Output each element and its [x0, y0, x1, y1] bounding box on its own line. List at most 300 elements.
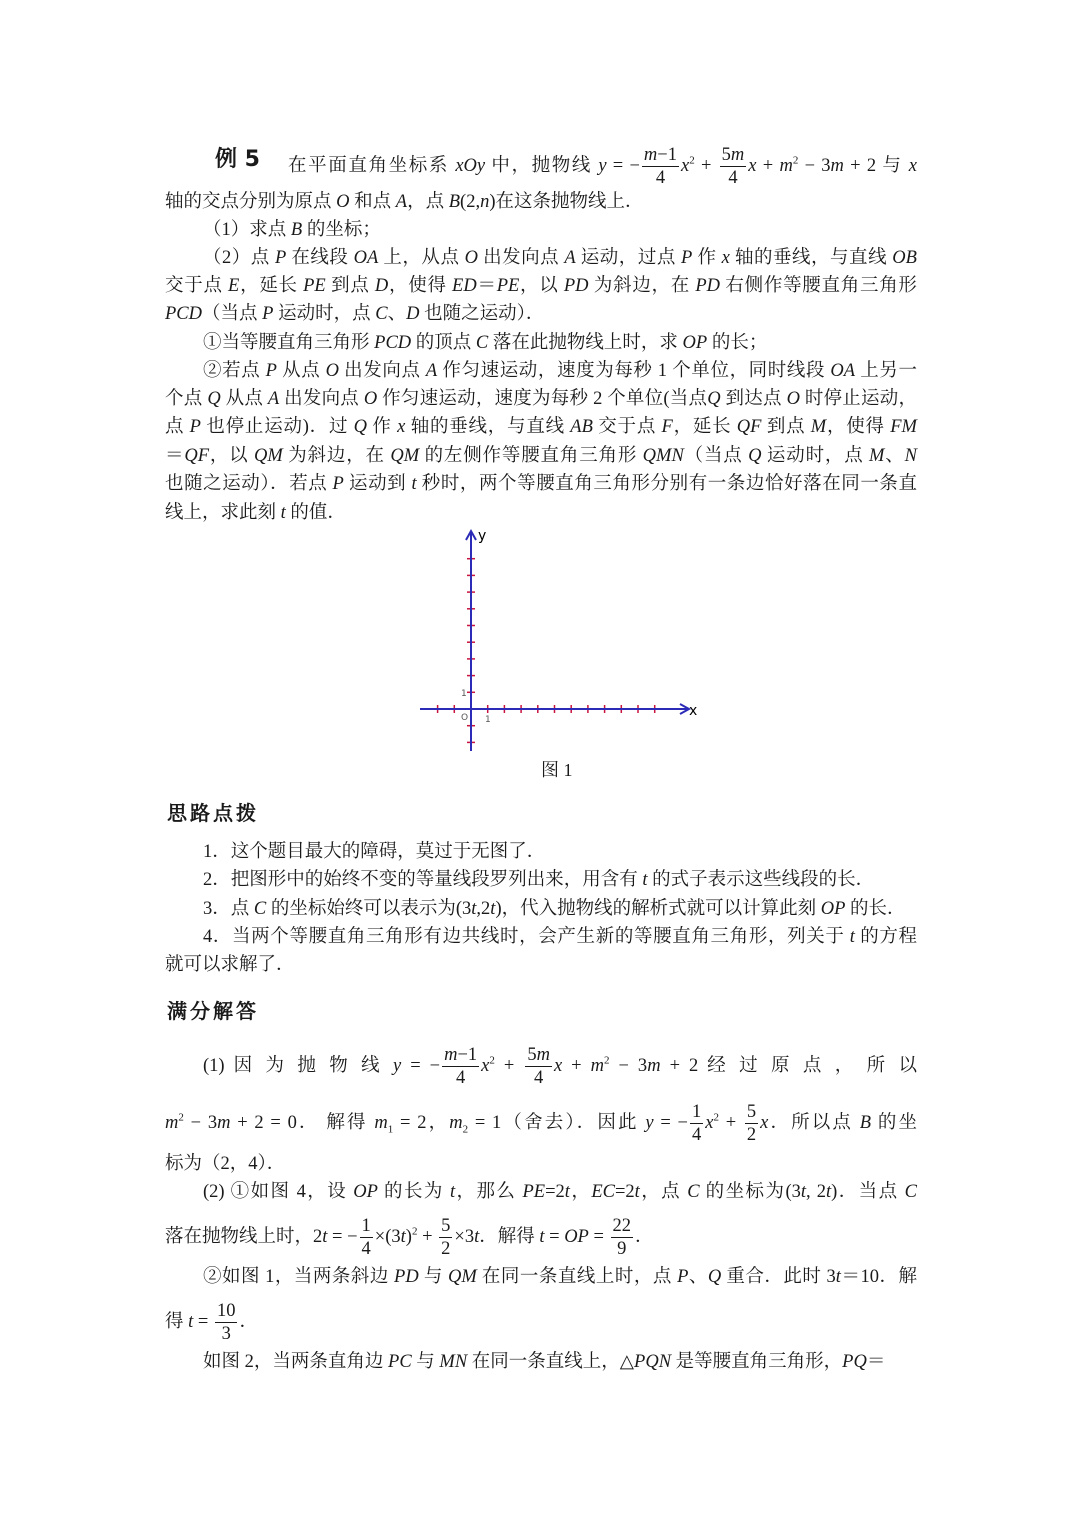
math-variable: B [448, 192, 461, 212]
text-run: 与 [411, 1352, 440, 1372]
text-run: （1）求点 [203, 220, 291, 240]
math-variable: QM [447, 1267, 477, 1287]
math-variable: m [830, 155, 844, 176]
math-variable: t [280, 503, 286, 523]
fraction [745, 1101, 758, 1146]
text-run: 运动，过点 [575, 248, 681, 268]
text-run: 到达点 [720, 389, 787, 409]
text-run: , 2 [806, 1182, 826, 1202]
text-run: ，点 [639, 1182, 688, 1202]
math-variable: PCD [165, 304, 202, 324]
math-variable: P [262, 304, 274, 324]
text-run: 作匀速运动，速度为每秒 1 个单位，同时线段 [437, 361, 831, 381]
text-run: 在同一条直线上，△ [467, 1352, 635, 1372]
text-run: + [694, 155, 718, 176]
text-run: 中，抛物线 [485, 155, 599, 176]
math-variable: A [395, 192, 408, 212]
math-variable: Q [707, 1267, 722, 1287]
text-run: 、 [688, 1267, 708, 1287]
text-run: 出发向点 [279, 389, 364, 409]
math-variable: t [474, 1226, 480, 1247]
text-line [165, 951, 917, 979]
text-run: = − [327, 1226, 358, 1247]
math-variable: N [904, 446, 917, 466]
math-variable: PD [563, 276, 589, 296]
text-run: + [562, 1055, 591, 1076]
text-run: 也随之运动）．若点 [165, 474, 333, 494]
text-line [203, 1263, 917, 1291]
math-variable: QF [184, 446, 210, 466]
text-line [165, 188, 917, 216]
text-run: 右侧作等腰直角三角形 [720, 276, 917, 296]
text-line [203, 244, 917, 272]
math-variable: PE [522, 1182, 546, 1202]
text-run: ． [239, 1311, 258, 1332]
math-variable: A [267, 389, 280, 409]
math-variable: PD [394, 1267, 419, 1287]
math-variable: C [253, 899, 267, 919]
text-run: ，延长 [239, 276, 304, 296]
math-variable: C [904, 1182, 917, 1202]
math-variable: t [188, 1311, 194, 1332]
text-run: ＝ [165, 446, 185, 466]
text-run: 和点 [349, 192, 396, 212]
math-variable: x [705, 1112, 714, 1133]
text-run: 在线段 [286, 248, 354, 268]
math-variable: t [835, 1267, 841, 1287]
solution-heading: 满分解答 [167, 999, 259, 1023]
text-run: 出发向点 [338, 361, 426, 381]
fraction [642, 144, 679, 189]
fraction-denominator [220, 1323, 233, 1345]
text-run: 4 [655, 168, 666, 188]
text-run: 的坐标始终可以表示为(3 [266, 899, 472, 919]
text-run: 2．把图形中的始终不变的等量线段罗列出来，用含有 [203, 870, 643, 890]
text-run: 2 [441, 1239, 451, 1259]
math-variable: QM [390, 446, 420, 466]
text-line [203, 1178, 917, 1206]
text-run: 4 [691, 1125, 702, 1145]
text-run: 线上，求此刻 [165, 503, 281, 523]
math-variable: C [687, 1182, 700, 1202]
text-run: + [756, 155, 780, 176]
text-run: 4 [361, 1239, 371, 1259]
text-run: 到点 [325, 276, 375, 296]
math-variable: FM [890, 417, 917, 437]
text-line [165, 442, 917, 470]
math-variable: OP [820, 899, 846, 919]
math-variable: D [374, 276, 389, 296]
text-run: = [193, 1311, 213, 1332]
fraction [720, 144, 747, 189]
text-line [203, 357, 917, 385]
text-run: 得 [165, 1311, 189, 1332]
text-run: 5 [746, 1102, 757, 1122]
math-variable: t [400, 1226, 406, 1247]
math-variable: m [449, 1112, 463, 1133]
math-variable: PQ [842, 1352, 867, 1372]
math-variable: t [564, 1182, 570, 1202]
superscript: 2 [603, 1054, 610, 1067]
math-variable: OB [892, 248, 917, 268]
text-run: 从点 [220, 389, 268, 409]
text-run: ． [635, 1226, 654, 1247]
fraction-numerator [525, 1044, 552, 1067]
text-run: + 2 = 0． 解得 [230, 1112, 375, 1133]
math-variable: P [332, 474, 344, 494]
fraction [215, 1300, 238, 1345]
text-run: 落在此抛物线上时，求 [488, 333, 683, 353]
text-run: 如图 2，当两条直角边 [203, 1352, 389, 1372]
text-run: ＝ [476, 276, 497, 296]
fraction-numerator [642, 144, 679, 167]
text-run: = 1（舍去）．因此 [468, 1112, 646, 1133]
text-run: 也停止运动)．过 [200, 417, 354, 437]
math-variable: x [721, 248, 730, 268]
math-variable: t [322, 1226, 328, 1247]
math-variable: O [363, 389, 378, 409]
math-variable: B [859, 1112, 872, 1133]
fraction [442, 1044, 479, 1089]
text-line [165, 300, 917, 328]
math-variable: O [786, 389, 800, 409]
math-variable: O [325, 361, 339, 381]
text-run: 与 [418, 1267, 448, 1287]
math-variable: t [539, 1226, 545, 1247]
text-run: + [718, 1112, 743, 1133]
math-variable: m [779, 155, 793, 176]
math-variable: t [800, 1182, 806, 1202]
math-variable: m [536, 1045, 550, 1065]
text-run: 交于点 [592, 417, 662, 437]
text-run: ，使得 [826, 417, 891, 437]
fraction-numerator [442, 1044, 479, 1067]
math-variable: y [392, 1055, 402, 1076]
math-variable: n [480, 192, 490, 212]
math-variable: t [634, 1182, 640, 1202]
math-variable: OA [353, 248, 379, 268]
text-run: 的坐标； [302, 220, 381, 240]
text-run: 4 [728, 168, 738, 188]
text-run: 3 [221, 1324, 231, 1344]
math-variable: OA [830, 361, 856, 381]
text-run: 的坐 [871, 1112, 917, 1133]
fraction-numerator [215, 1300, 238, 1323]
math-variable: ED [452, 276, 477, 296]
text-run: 是等腰直角三角形， [671, 1352, 843, 1372]
fraction-denominator [615, 1238, 628, 1260]
text-run: 5 [721, 145, 731, 165]
math-variable: x [481, 1055, 490, 1076]
text-run: ②如图 1，当两条斜边 [203, 1267, 395, 1287]
math-variable: t [411, 474, 417, 494]
text-run: ，延长 [672, 417, 737, 437]
text-run: （当点 [683, 446, 749, 466]
text-run: 1．这个题目最大的障碍，莫过于无图了． [203, 842, 546, 862]
text-run: 在平面直角坐标系 [288, 155, 456, 176]
superscript: 2 [411, 1225, 418, 1238]
math-variable: x [680, 155, 690, 176]
text-run: 运动时，点 [273, 304, 376, 324]
coordinate-figure [410, 520, 710, 760]
fraction-denominator [654, 167, 667, 189]
text-run: + 2 经 过 原 点 ， 所 以 [660, 1055, 918, 1076]
y-axis-label: y [478, 528, 487, 544]
text-line [165, 413, 917, 441]
text-run: 的长为 [377, 1182, 450, 1202]
text-run: − 3 [609, 1055, 648, 1076]
fraction-numerator [690, 1101, 703, 1124]
text-run: = 2， [393, 1112, 450, 1133]
fraction [525, 1044, 552, 1089]
text-run: 、 [387, 304, 407, 324]
text-run: = [544, 1226, 565, 1247]
text-run: 标为（2，4）． [165, 1154, 286, 1174]
math-variable: x [397, 417, 406, 437]
math-variable: PQN [634, 1352, 672, 1372]
text-run: ， [569, 1182, 592, 1202]
math-variable: m [217, 1112, 231, 1133]
text-run: 落在抛物线上时，2 [165, 1226, 323, 1247]
text-run: )，代入抛物线的解析式就可以计算此刻 [495, 899, 821, 919]
math-variable: OP [564, 1226, 589, 1247]
math-variable: OP [353, 1182, 378, 1202]
fraction-denominator [690, 1124, 703, 1146]
text-run: 作 [367, 417, 398, 437]
text-run: 为斜边，在 [588, 276, 696, 296]
math-variable: P [189, 417, 201, 437]
text-run: 从点 [276, 361, 326, 381]
text-line [203, 1348, 917, 1376]
example-label: 例 5 [215, 147, 260, 172]
math-variable: M [869, 446, 885, 466]
fraction [439, 1215, 452, 1260]
math-variable: AB [570, 417, 593, 437]
fraction [690, 1101, 703, 1146]
math-variable: PC [388, 1352, 412, 1372]
text-run: 上另一 [855, 361, 917, 381]
math-variable: M [810, 417, 827, 437]
math-variable: QF [736, 417, 762, 437]
text-line [203, 895, 917, 923]
text-run: 5 [527, 1045, 537, 1065]
text-run: −1 [657, 145, 677, 165]
subscript: 2 [462, 1123, 469, 1136]
text-run: ②若点 [203, 361, 266, 381]
math-variable: t [471, 899, 477, 919]
math-variable: EC [591, 1182, 615, 1202]
math-variable: MN [439, 1352, 468, 1372]
math-variable: x [553, 1055, 563, 1076]
text-run: 在同一条直线上时，点 [476, 1267, 678, 1287]
math-variable: P [681, 248, 693, 268]
math-variable: Q [207, 389, 221, 409]
text-run: ．解得 [479, 1226, 540, 1247]
text-line [165, 272, 917, 300]
text-run: ) [405, 1226, 412, 1247]
text-run: 秒时，两个等腰直角三角形分别有一条边恰好落在同一条直 [416, 474, 917, 494]
text-line [288, 144, 917, 189]
math-variable: D [406, 304, 420, 324]
math-variable: t [825, 1182, 832, 1202]
text-run: (2) ①如图 4，设 [203, 1182, 354, 1202]
math-variable: E [228, 276, 240, 296]
text-run: )．当点 [831, 1182, 905, 1202]
text-run: 的左侧作等腰直角三角形 [419, 446, 643, 466]
text-run: 运动到 [343, 474, 412, 494]
text-run: −1 [457, 1045, 478, 1065]
math-variable: QMN [642, 446, 684, 466]
math-variable: m [647, 1055, 661, 1076]
math-variable: C [475, 333, 489, 353]
text-line [165, 1101, 917, 1146]
origin-label: O [461, 713, 469, 723]
text-run: (1) 因 为 抛 物 线 [203, 1055, 393, 1076]
superscript: 2 [489, 1054, 495, 1067]
text-run: 出发向点 [477, 248, 565, 268]
text-run: 点 [165, 417, 190, 437]
math-variable: x [748, 155, 757, 176]
math-variable: t [642, 870, 648, 890]
fraction-numerator [611, 1215, 634, 1238]
figure-caption: 图 1 [541, 760, 573, 780]
text-line [203, 838, 917, 866]
text-run: 轴的垂线，与直线 [405, 417, 571, 437]
text-run: =2 [614, 1182, 635, 1202]
fraction-denominator [532, 1067, 545, 1089]
x-unit-label: 1 [485, 715, 491, 725]
math-variable: xOy [455, 155, 486, 176]
text-run: 的式子表示这些线段的长． [647, 870, 875, 890]
text-run: 上，从点 [378, 248, 465, 268]
text-run: )在这条抛物线上． [489, 192, 644, 212]
text-line [165, 1150, 917, 1178]
math-variable: Q [707, 389, 721, 409]
text-run: ①当等腰直角三角形 [203, 333, 375, 353]
fraction-numerator [720, 144, 747, 167]
math-variable: m [165, 1112, 179, 1133]
text-run: 4 [534, 1068, 544, 1088]
math-variable: PD [695, 276, 721, 296]
text-line [165, 470, 917, 498]
text-run: 、 [884, 446, 905, 466]
text-line [203, 216, 917, 244]
math-variable: x [908, 155, 917, 176]
math-variable: OP [682, 333, 708, 353]
text-run: 运动时，点 [761, 446, 870, 466]
subscript: 1 [387, 1123, 394, 1136]
math-variable: F [661, 417, 673, 437]
math-variable: Q [353, 417, 367, 437]
text-run: ×(3 [374, 1226, 401, 1247]
math-variable: A [564, 248, 576, 268]
text-run: 个点 [165, 389, 208, 409]
fraction-denominator [745, 1124, 758, 1146]
y-unit-label: 1 [461, 689, 467, 699]
text-run: + 2 与 [843, 155, 909, 176]
text-run: 就可以求解了． [165, 955, 295, 975]
math-variable: m [374, 1112, 388, 1133]
text-run: 1 [361, 1216, 371, 1236]
text-run: ＝ [866, 1352, 886, 1372]
text-run: 9 [617, 1239, 627, 1259]
text-run: 时停止运动， [799, 389, 917, 409]
text-run: = [588, 1226, 609, 1247]
text-run: ＝10．解 [840, 1267, 917, 1287]
text-run: 10 [216, 1301, 236, 1321]
text-line [165, 385, 917, 413]
text-run: ,2 [476, 899, 491, 919]
fraction [611, 1215, 634, 1260]
text-run: = − [401, 1055, 441, 1076]
fraction-denominator [360, 1238, 373, 1260]
fraction-numerator [745, 1101, 758, 1124]
superscript: 2 [689, 154, 695, 167]
text-run: 的坐标为(3 [699, 1182, 801, 1202]
text-line [203, 329, 917, 357]
text-run: = − [606, 155, 640, 176]
text-run: （当点 [202, 304, 263, 324]
math-variable: PE [496, 276, 520, 296]
fraction-denominator [726, 167, 739, 189]
math-variable: y [598, 155, 607, 176]
text-run: 22 [612, 1216, 632, 1236]
math-variable: O [336, 192, 350, 212]
text-run: 的长． [845, 899, 906, 919]
text-run: 轴的垂线，与直线 [729, 248, 893, 268]
fraction-denominator [454, 1067, 467, 1089]
superscript: 2 [713, 1111, 719, 1124]
text-run: 的长； [707, 333, 768, 353]
text-run: ，以 [519, 276, 564, 296]
text-line [203, 866, 917, 894]
text-run: ，使得 [388, 276, 453, 296]
text-run: 轴的交点分别为原点 [165, 192, 337, 212]
text-run: − 3 [183, 1112, 218, 1133]
text-run: (2, [460, 192, 481, 212]
text-run: 的方程 [854, 927, 917, 947]
math-variable: C [375, 304, 388, 324]
math-variable: t [449, 1182, 456, 1202]
text-run: + [494, 1055, 524, 1076]
text-run: （2）点 [203, 248, 275, 268]
fraction [360, 1215, 373, 1260]
text-run: 4 [455, 1068, 466, 1088]
math-variable: P [677, 1267, 689, 1287]
text-run: 也随之运动）． [419, 304, 545, 324]
text-run: ×3 [454, 1226, 475, 1247]
text-run: 3．点 [203, 899, 254, 919]
text-line [203, 923, 917, 951]
math-variable: m [444, 1045, 458, 1065]
superscript: 2 [792, 154, 799, 167]
text-run: ．所以点 [768, 1112, 860, 1133]
text-line [203, 1044, 917, 1089]
text-run: 5 [441, 1216, 451, 1236]
text-line [165, 1300, 917, 1345]
text-run: 交于点 [165, 276, 229, 296]
text-run: 4．当两个等腰直角三角形有边共线时，会产生新的等腰直角三角形，列关于 [203, 927, 850, 947]
text-run: =2 [545, 1182, 565, 1202]
math-variable: x [760, 1112, 769, 1133]
text-run: = − [653, 1112, 688, 1133]
math-variable: O [464, 248, 478, 268]
math-variable: PCD [374, 333, 412, 353]
text-run: ，点 [407, 192, 449, 212]
math-variable: P [274, 248, 287, 268]
fraction-numerator [439, 1215, 452, 1238]
text-line [165, 1215, 917, 1260]
